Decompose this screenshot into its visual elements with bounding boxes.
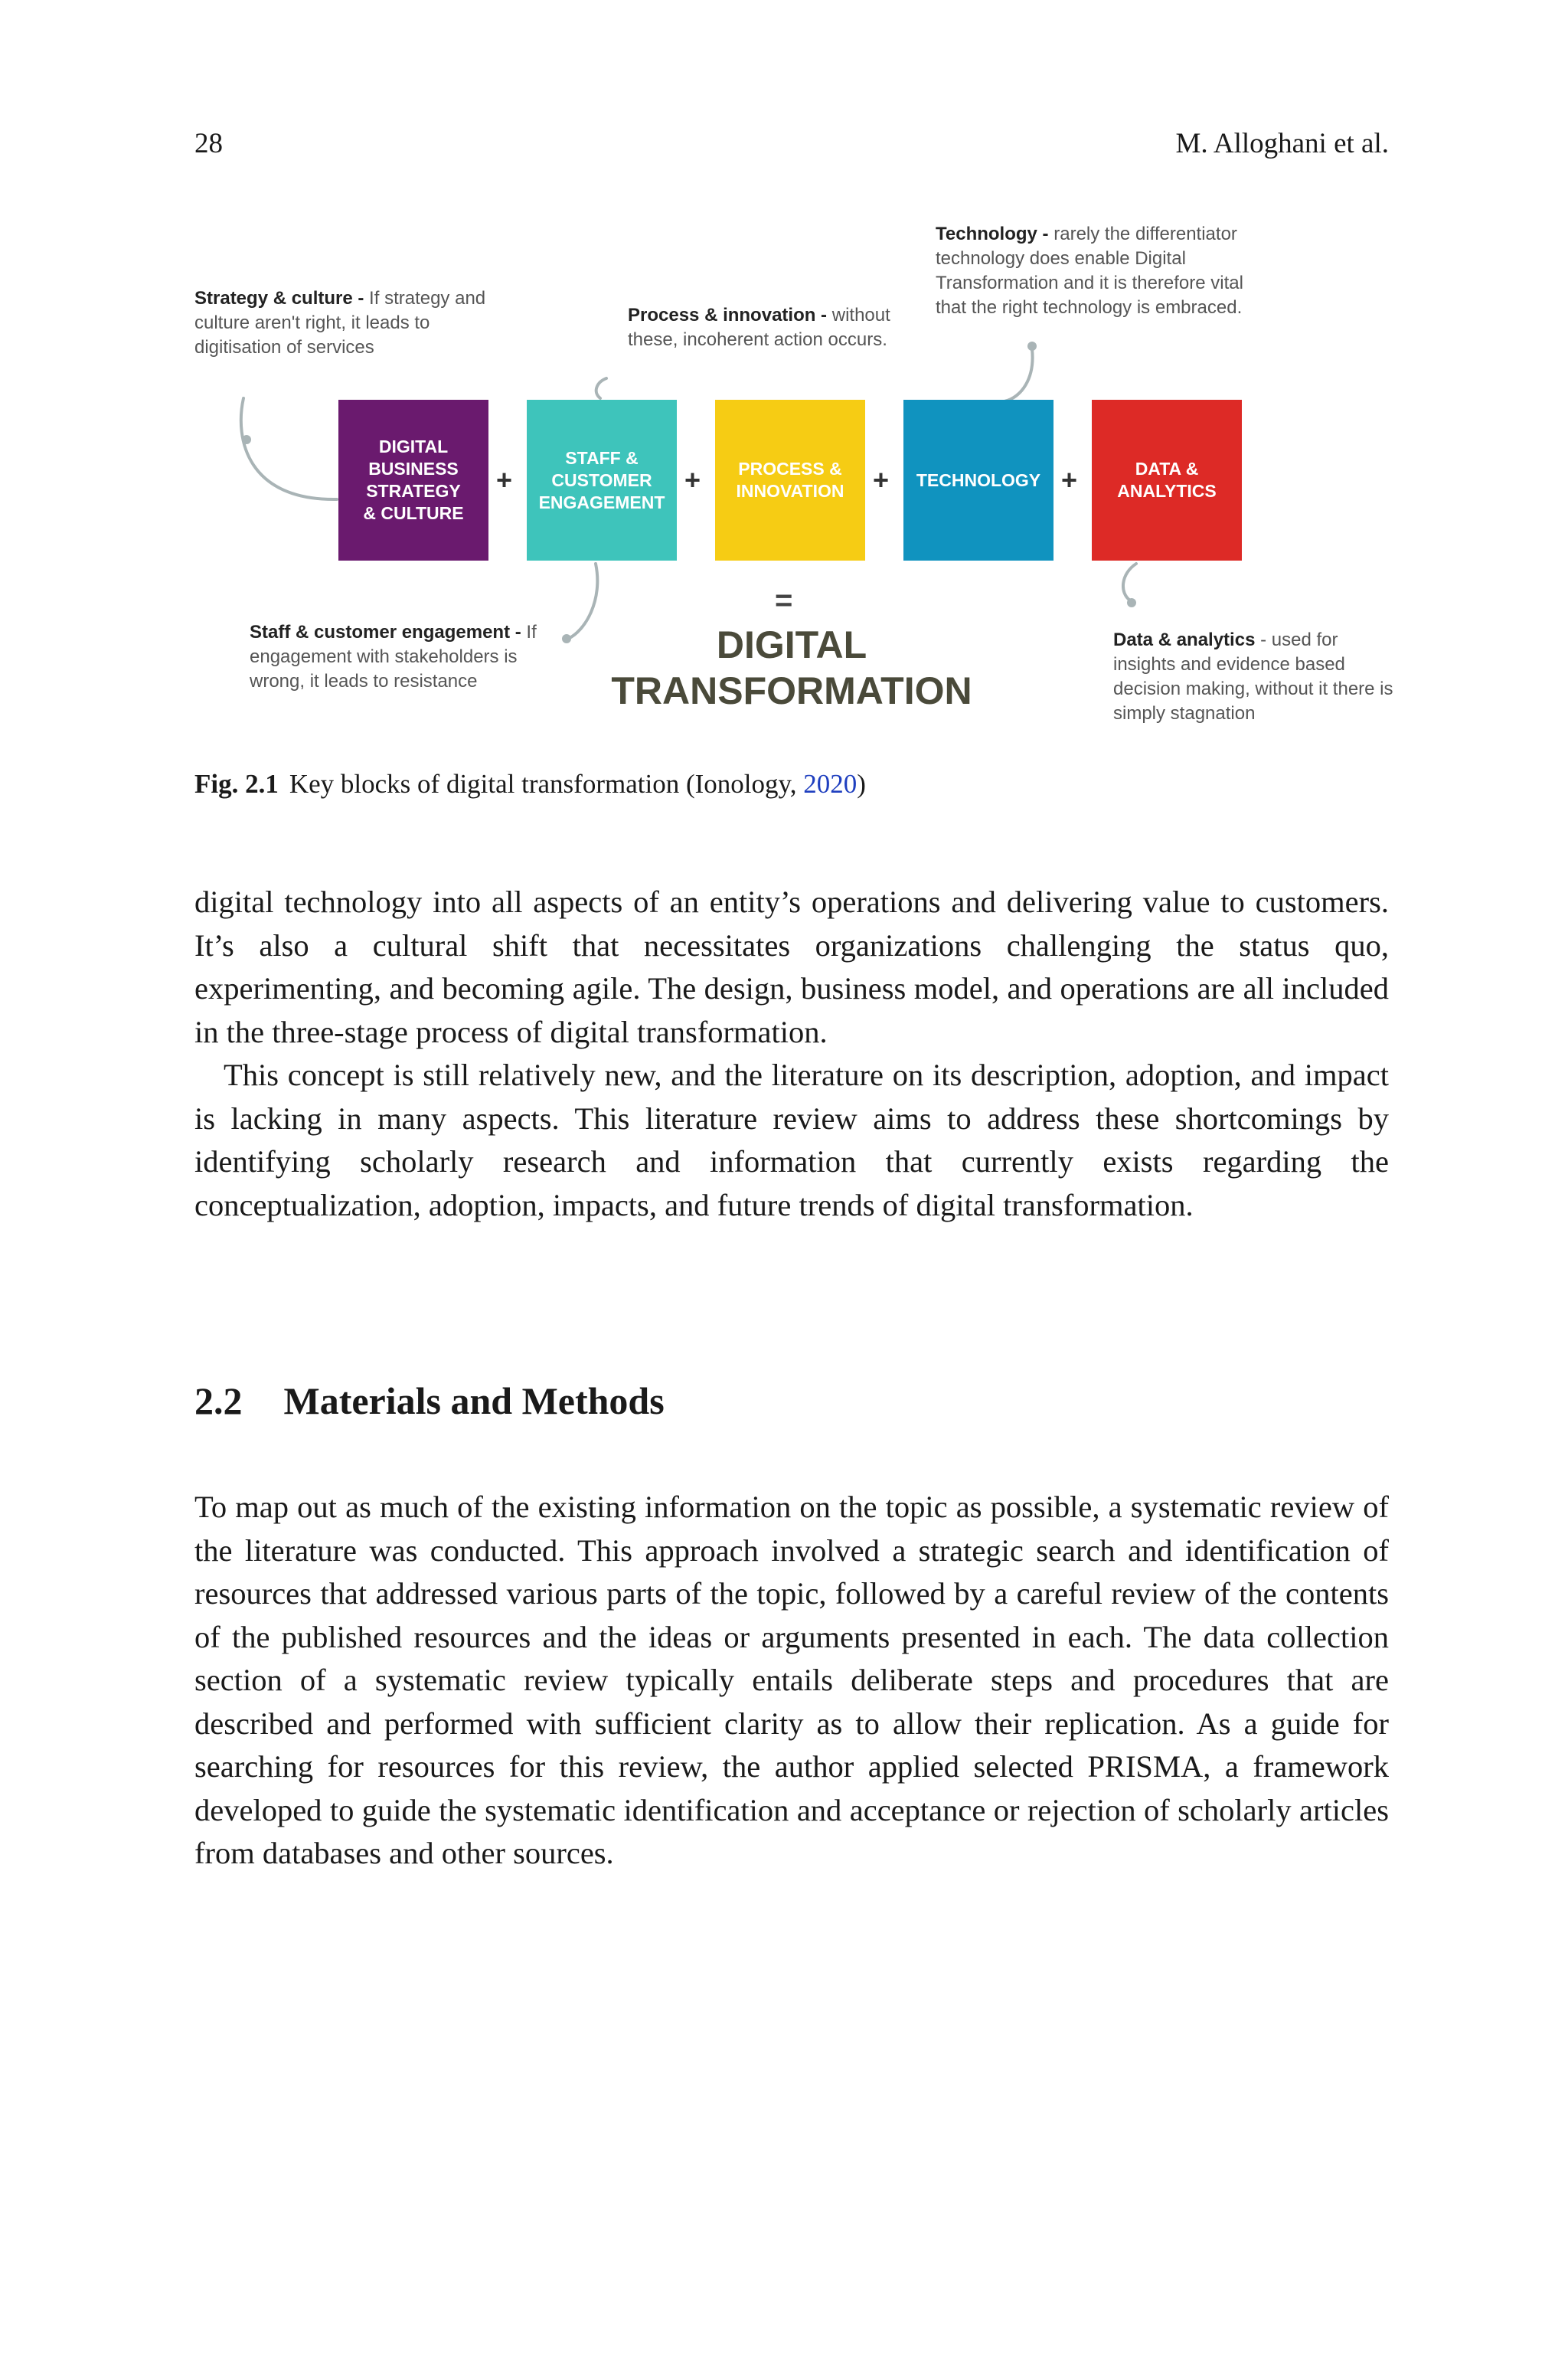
running-head [194, 127, 1389, 160]
annotation-data: Data & analytics - used for insights and evidence based decision making, without it there is simply stagnation [1113, 630, 1393, 724]
annotation-staff: Staff & customer engagement - If engagement with stakeholders is wrong, it leads to resistance [250, 622, 537, 692]
figure-label: Fig. 2.1 [194, 769, 279, 799]
plus-sign: + [684, 464, 701, 496]
equals-sign: = [775, 584, 793, 617]
body-text-top [194, 881, 1389, 1227]
block-staff-customer: STAFF & CUSTOMER ENGAGEMENT [527, 400, 677, 561]
running-authors: M. Alloghani et al. [1175, 128, 1389, 159]
paragraph: digital technology into all aspects of an entity’s operations and delivering value to customers. It’s also a cultural shift that necessitates organizations challenging the status quo, experimenting, and becoming agile. The design, business model, and operations are all included in the three-stage process of digital transformation. [194, 885, 1389, 1049]
block-technology: TECHNOLOGY [903, 400, 1054, 561]
plus-sign: + [496, 464, 513, 496]
body-text-bottom [194, 1486, 1389, 1876]
annotation-strategy: Strategy & culture - If strategy and culture aren't right, it leads to digitisation of services [194, 288, 486, 358]
section-number: 2.2 [194, 1379, 243, 1422]
paragraph: To map out as much of the existing information on the topic as possible, a systematic review of the literature was conducted. This approach involved a strategic search and identification of resources that addressed various parts of the topic, followed by a careful review of the contents of the published resources and the ideas or arguments presented in each. The data collection section of a systematic review typically entails deliberate steps and procedures that are described and performed with sufficient clarity as to allow their replication. As a guide for searching for resources for this review, the author applied selected PRISMA, a framework developed to guide the systematic identification and acceptance or rejection of scholarly articles from databases and other sources. [194, 1490, 1389, 1870]
section-heading [194, 1379, 665, 1423]
annotation-process: Process & innovation - without these, incoherent action occurs. [628, 305, 890, 350]
block-strategy-culture: DIGITAL BUSINESS STRATEGY & CULTURE [338, 400, 488, 561]
block-data-analytics: DATA & ANALYTICS [1092, 400, 1242, 561]
section-title: Materials and Methods [283, 1379, 665, 1422]
plus-sign: + [1061, 464, 1078, 496]
citation-link[interactable]: 2020 [803, 769, 858, 799]
figure-digital-transformation [194, 218, 1393, 746]
annotation-technology: Technology - rarely the differentiator technology does enable Digital Transformation and it is therefore vital that the right technology is embraced. [936, 224, 1243, 318]
paragraph: This concept is still relatively new, and the literature on its description, adoption, and impact is lacking in many aspects. This literature review aims to address these shortcomings by identifying scholarly research and information that currently exists regarding the conceptualization, adoption, impacts, and future trends of digital transformation. [194, 1058, 1389, 1222]
block-process-innovation: PROCESS & INNOVATION [715, 400, 865, 561]
page-number: 28 [194, 128, 223, 159]
digital-transformation-title: DIGITAL TRANSFORMATION [611, 623, 972, 712]
plus-sign: + [873, 464, 890, 496]
figure-caption: Fig. 2.1 Key blocks of digital transformation (Ionology, 2020) [194, 769, 866, 799]
